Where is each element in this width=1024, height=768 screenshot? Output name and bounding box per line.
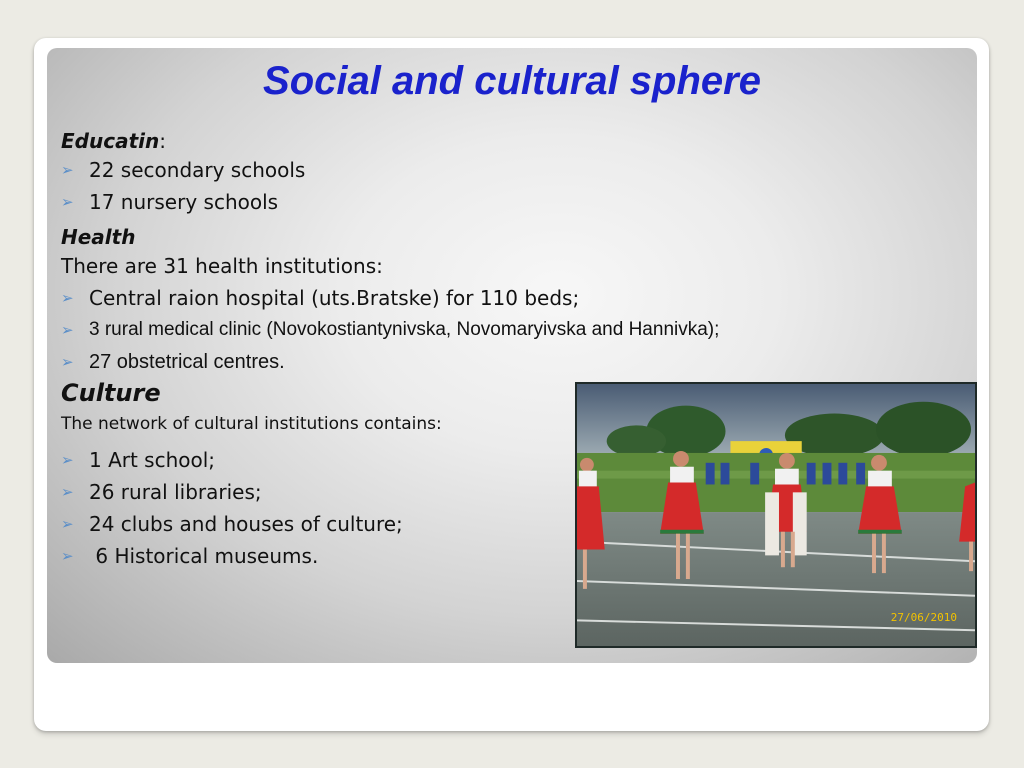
culture-intro: The network of cultural institutions contains:: [61, 414, 442, 434]
list-item: [61, 154, 961, 186]
culture-item: 6 Historical museums.: [89, 544, 319, 568]
arrowhead-bullet-icon: ➢: [61, 515, 74, 533]
list-item: [61, 186, 961, 218]
education-item: 17 nursery schools: [89, 190, 279, 214]
arrowhead-bullet-icon: ➢: [61, 193, 74, 211]
arrowhead-bullet-icon: ➢: [61, 161, 74, 179]
health-heading: Health: [61, 225, 136, 249]
arrowhead-bullet-icon: ➢: [61, 483, 74, 501]
folk-dance-photo: [575, 382, 977, 648]
health-item: 3 rural medical clinic (Novokostiantynivska, Novomaryivska and Hannivka);: [89, 319, 720, 340]
photo-date-stamp: 27/06/2010: [890, 611, 957, 624]
education-item: 22 secondary schools: [89, 158, 306, 182]
culture-item: 26 rural libraries;: [89, 480, 262, 504]
list-item: [61, 282, 961, 314]
education-heading-row: [61, 128, 961, 154]
culture-item: 24 clubs and houses of culture;: [89, 512, 403, 536]
list-item: [61, 314, 961, 346]
health-intro: There are 31 health institutions:: [61, 254, 383, 278]
arrowhead-bullet-icon: ➢: [61, 547, 74, 565]
education-heading: Educatin: [61, 129, 160, 153]
slide-title: Social and cultural sphere: [263, 59, 761, 103]
arrowhead-bullet-icon: ➢: [61, 289, 74, 307]
photo-illustration: [577, 384, 975, 646]
arrowhead-bullet-icon: ➢: [61, 353, 74, 371]
culture-item: 1 Art school;: [89, 448, 216, 472]
health-item: Central raion hospital (uts.Bratske) for 110 beds;: [89, 286, 580, 310]
arrowhead-bullet-icon: ➢: [61, 451, 74, 469]
list-item: [61, 346, 961, 378]
education-heading-colon: :: [159, 129, 166, 153]
arrowhead-bullet-icon: ➢: [61, 321, 74, 339]
health-item: 27 obstetrical centres.: [89, 351, 285, 373]
culture-heading: Culture: [61, 379, 161, 407]
